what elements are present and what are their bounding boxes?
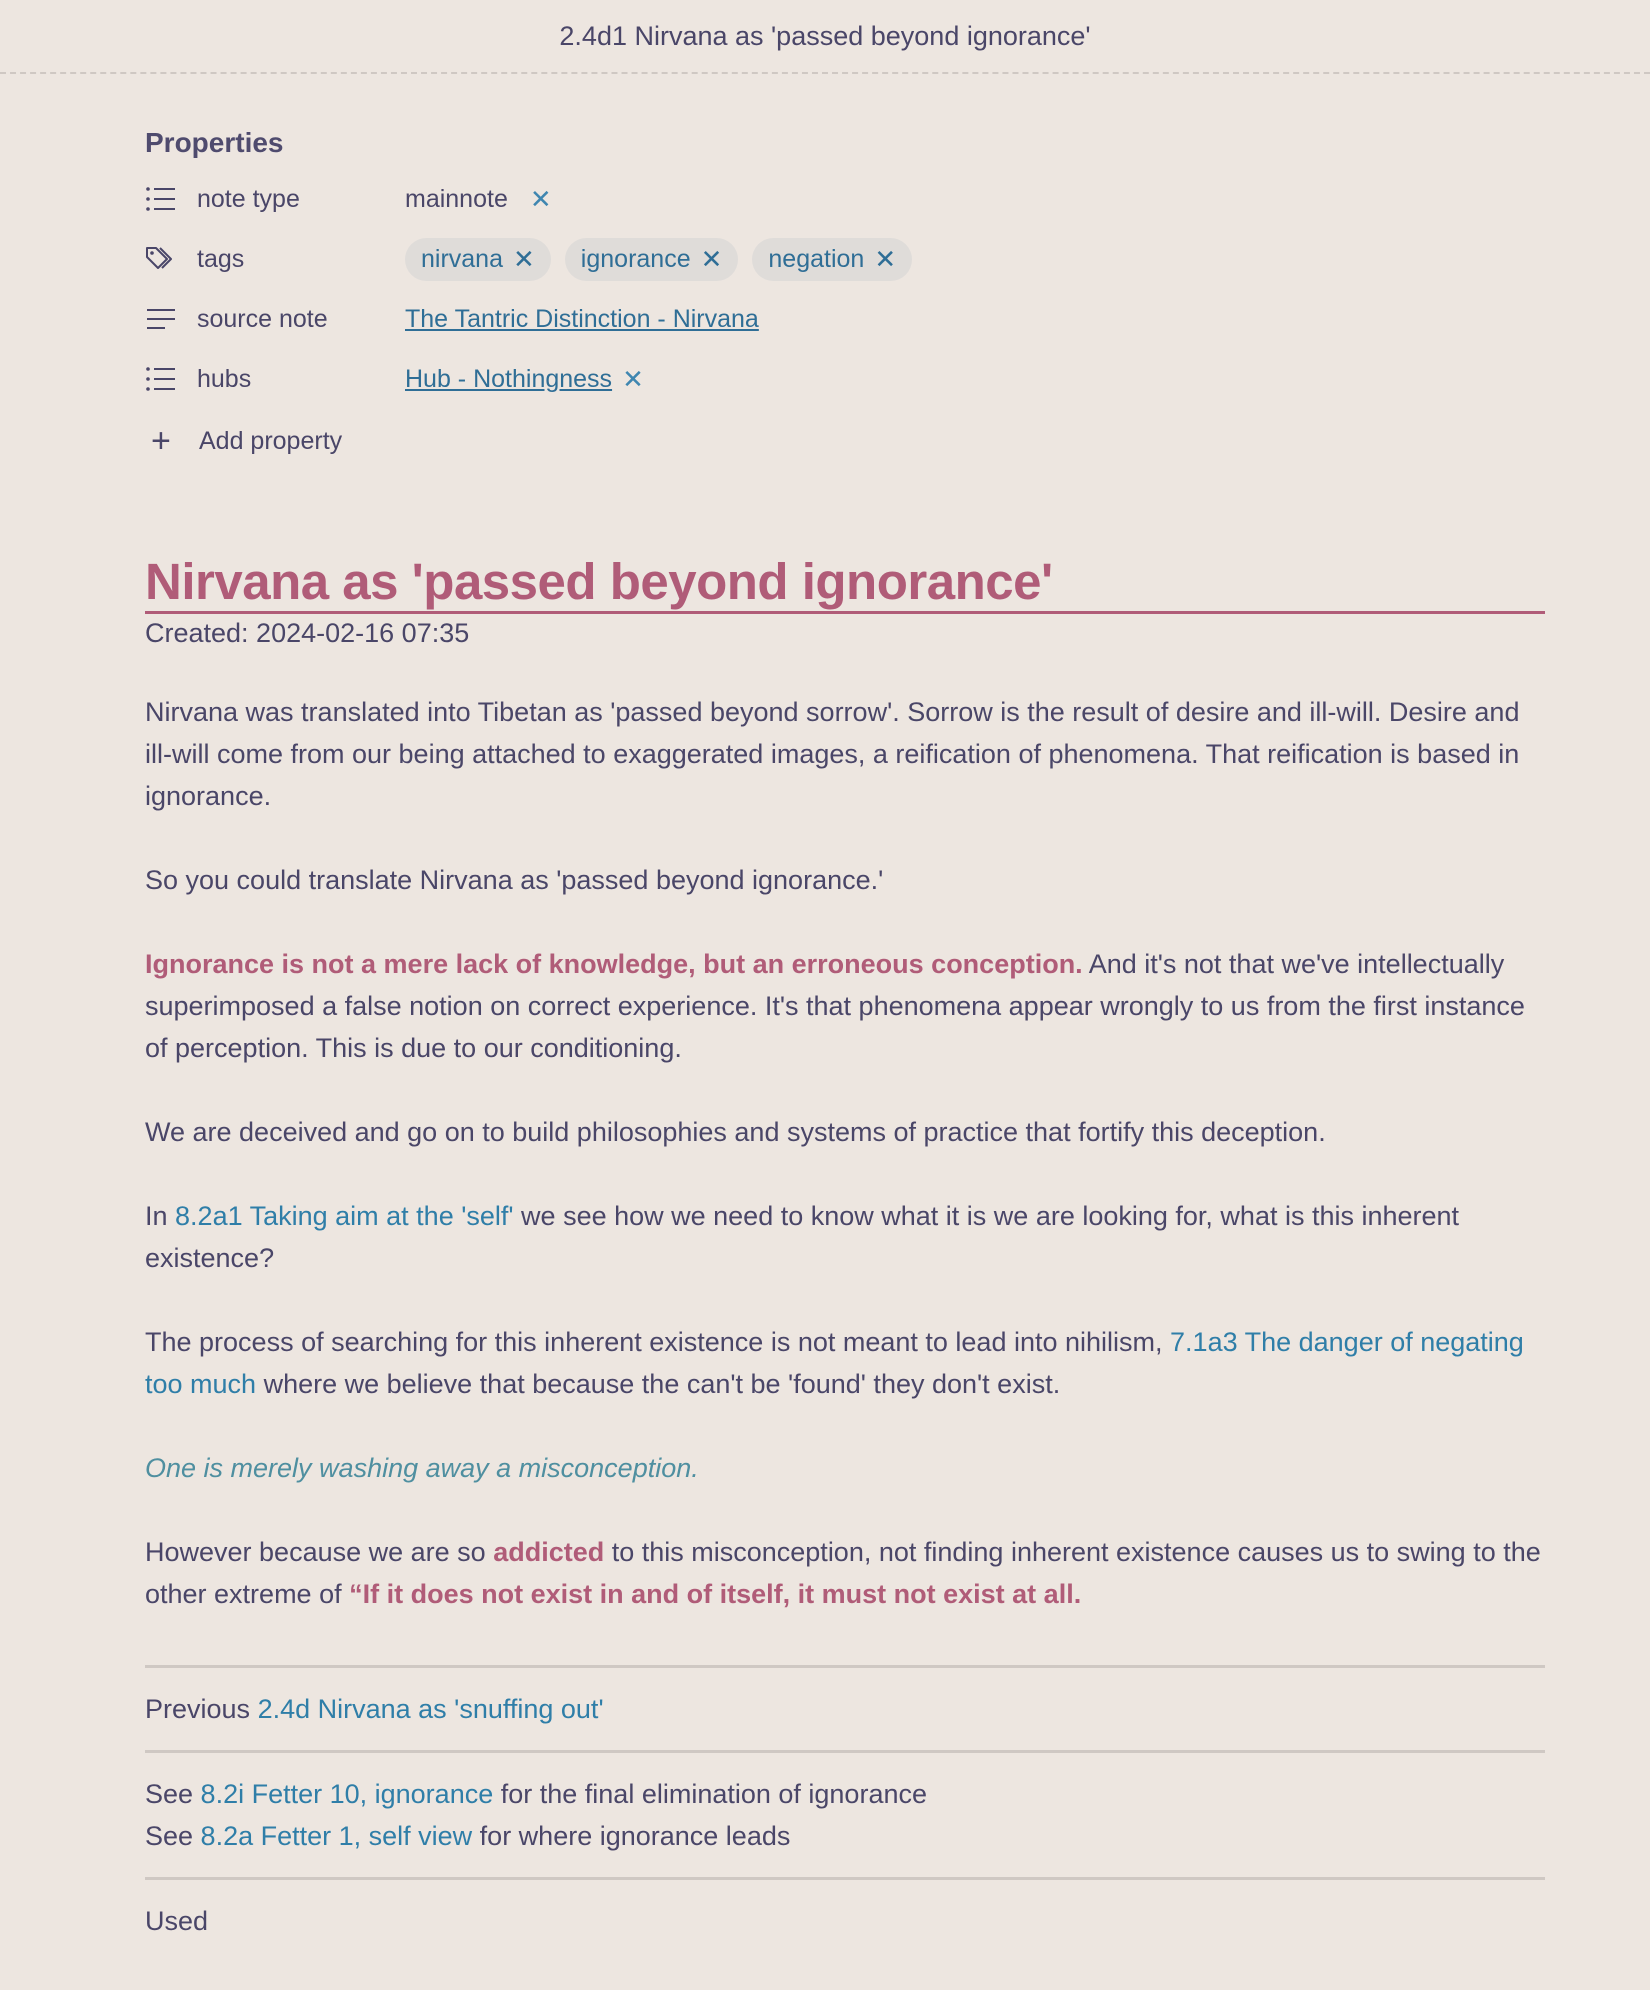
property-value[interactable] xyxy=(405,184,552,215)
see-also xyxy=(145,1753,1545,1877)
tags-icon[interactable] xyxy=(145,245,197,273)
previous-label: Previous xyxy=(145,1694,258,1724)
window-title: 2.4d1 Nirvana as 'passed beyond ignorance' xyxy=(0,0,1650,74)
paragraph-text: In xyxy=(145,1201,176,1231)
tag-pill[interactable] xyxy=(405,238,551,281)
previous-link[interactable]: 2.4d Nirvana as 'snuffing out' xyxy=(257,1694,604,1724)
remove-icon[interactable]: ✕ xyxy=(513,243,535,274)
paragraph xyxy=(145,1321,1545,1405)
paragraph xyxy=(145,943,1545,1069)
italic-paragraph: One is merely washing away a misconception. xyxy=(145,1453,699,1483)
note-content xyxy=(145,72,1545,1962)
see-also-row xyxy=(145,1773,1545,1815)
previous-row xyxy=(145,1668,1545,1750)
properties-heading[interactable]: Properties xyxy=(145,127,284,158)
add-property-button[interactable] xyxy=(145,413,1545,469)
property-name[interactable]: tags xyxy=(197,244,245,273)
see-also-row xyxy=(145,1815,1545,1857)
remove-icon[interactable]: ✕ xyxy=(700,243,723,274)
see-link[interactable]: 8.2i Fetter 10, ignorance xyxy=(200,1779,494,1809)
property-name[interactable]: note type xyxy=(197,184,300,213)
see-text: for the final elimination of ignorance xyxy=(493,1779,927,1809)
paragraph: So you could translate Nirvana as 'passed beyond ignorance.' xyxy=(145,865,884,895)
created-date: Created: 2024-02-16 07:35 xyxy=(145,618,470,648)
tag-pill[interactable] xyxy=(752,238,912,281)
property-name[interactable]: source note xyxy=(197,304,328,333)
highlight-text: Ignorance is not a mere lack of knowledge, but an erroneous conception. xyxy=(145,949,1083,979)
see-label: See xyxy=(145,1779,201,1809)
paragraph-text: The process of searching for this inherent existence is not meant to lead into nihilism, xyxy=(145,1327,1171,1357)
list-icon[interactable] xyxy=(145,366,197,392)
footer xyxy=(145,1665,1545,1962)
property-note-type xyxy=(145,169,1545,229)
paragraph xyxy=(145,1195,1545,1279)
tag-label: negation xyxy=(768,244,865,273)
note-title: Nirvana as 'passed beyond ignorance' xyxy=(145,553,1545,614)
property-tags xyxy=(145,229,1545,289)
remove-icon[interactable]: ✕ xyxy=(529,183,552,214)
source-note-link[interactable]: The Tantric Distinction - Nirvana xyxy=(405,304,759,333)
paragraph-text: However because we are so xyxy=(145,1537,494,1567)
list-icon[interactable] xyxy=(145,186,197,212)
property-value xyxy=(405,305,759,334)
add-property-label: Add property xyxy=(199,426,343,455)
property-hubs xyxy=(145,349,1545,409)
property-value xyxy=(405,364,644,395)
tag-pills xyxy=(405,238,912,281)
internal-link[interactable]: 7.1a3 The danger of negating too much xyxy=(145,1327,1524,1399)
paragraph: Nirvana was translated into Tibetan as 'passed beyond sorrow'. Sorrow is the result of desire and ill-will. Desire and ill-will come from our being attached to exaggerated images, a reification of phenomena. That reification is based in ignorance. xyxy=(145,697,1520,811)
property-source-note xyxy=(145,289,1545,349)
see-label: See xyxy=(145,1821,201,1851)
see-text: for where ignorance leads xyxy=(472,1821,791,1851)
highlight-text: addicted xyxy=(493,1537,605,1567)
plus-icon: + xyxy=(151,421,171,460)
paragraph-text: we see how we need to know what it is we are looking for, what is this inherent existence? xyxy=(145,1201,1460,1273)
paragraph-text: And it's not that we've intellectually superimposed a false notion on correct experience. It's that phenomena appear wrongly to us from the first instance of perception. This is due to our conditioning. xyxy=(145,949,1525,1063)
property-name[interactable]: hubs xyxy=(197,364,252,393)
note-type-value[interactable]: mainnote xyxy=(405,184,508,213)
see-link[interactable]: 8.2a Fetter 1, self view xyxy=(200,1821,473,1851)
used-label: Used xyxy=(145,1906,209,1936)
tag-label: nirvana xyxy=(421,244,503,273)
remove-icon[interactable]: ✕ xyxy=(622,363,644,394)
text-icon[interactable] xyxy=(145,307,197,331)
highlight-quote: “If it does not exist in and of itself, it must not exist at all. xyxy=(349,1579,1082,1609)
hub-link[interactable]: Hub - Nothingness xyxy=(405,364,613,393)
paragraph-text: to this misconception, not finding inherent existence causes us to swing to the other extreme of xyxy=(145,1537,1541,1609)
properties-list xyxy=(145,169,1545,469)
tag-pill[interactable] xyxy=(565,238,739,281)
remove-icon[interactable]: ✕ xyxy=(874,243,897,274)
paragraph xyxy=(145,1531,1545,1615)
paragraph-text: where we believe that because the can't be 'found' they don't exist. xyxy=(256,1369,1061,1399)
tag-label: ignorance xyxy=(580,244,691,273)
internal-link[interactable]: 8.2a1 Taking aim at the 'self' xyxy=(175,1201,514,1231)
paragraph: We are deceived and go on to build philosophies and systems of practice that fortify this deception. xyxy=(145,1117,1326,1147)
